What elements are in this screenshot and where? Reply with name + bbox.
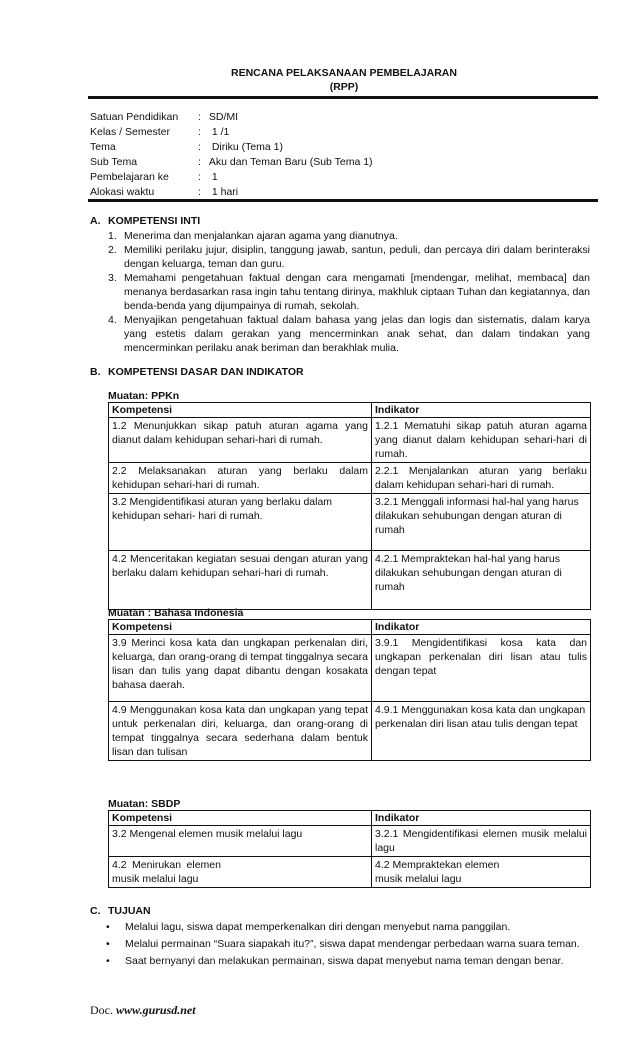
header-indikator: Indikator — [372, 403, 591, 418]
meta-value: 1 /1 — [211, 126, 230, 138]
table-row — [109, 494, 591, 551]
meta-label: Pembelajaran ke — [90, 171, 169, 183]
indikator-cell: 1.2.1 Mematuhi sikap patuh aturan agama yang dianut dalam kehidupan sehari-hari di rumah. — [372, 418, 591, 463]
kompetensi-cell: 2.2 Melaksanakan aturan yang berlaku dalam kehidupan sehari-hari di rumah. — [109, 463, 372, 494]
item-text: Memahami pengetahuan faktual dengan cara mengamati [mendengar, melihat, membaca] dan menanya berdasarkan rasa ingin tahu tentang dirinya, makhluk ciptaan Tuhan dan kegiatannya, dan benda-benda yang dijumpainya di rumah, sekolah. — [124, 272, 590, 312]
header-kompetensi: Kompetensi — [109, 811, 372, 826]
kompetensi-cell: 4.2 Menceritakan kegiatan sesuai dengan aturan yang berlaku dalam kehidupan sehari-hari di rumah. — [109, 551, 372, 610]
indikator-cell: 4.2 Mempraktekan elemen musik melalui lagu — [372, 857, 591, 888]
meta-value: Diriku (Tema 1) — [211, 141, 284, 153]
item-number: 3. — [108, 272, 117, 284]
table-row — [109, 463, 591, 494]
list-item — [104, 954, 590, 968]
table-row — [109, 826, 591, 857]
document-title — [90, 66, 598, 94]
meta-row-satuan: Satuan Pendidikan : SD/MI — [90, 111, 239, 123]
footer-prefix: Doc. — [90, 1003, 113, 1017]
top-rule — [88, 96, 598, 99]
bullet-icon: • — [106, 921, 110, 933]
list-item — [108, 243, 590, 271]
kompetensi-cell: 4.9 Menggunakan kosa kata dan ungkapan yang tepat untuk perkenalan diri, keluarga, dan orang-orang di tempat tinggalnya secara sederhana dalam bentuk lisan dan tulisan — [109, 702, 372, 761]
table-row — [109, 635, 591, 702]
bullet-icon: • — [106, 955, 110, 967]
list-item — [108, 313, 590, 355]
header-indikator: Indikator — [372, 620, 591, 635]
item-text: Melalui lagu, siswa dapat memperkenalkan diri dengan menyebut nama panggilan. — [125, 921, 511, 933]
meta-row-kelas: Kelas / Semester : 1 /1 — [90, 126, 230, 138]
section-title: KOMPETENSI DASAR DAN INDIKATOR — [108, 366, 304, 378]
footer-site: www.gurusd.net — [116, 1003, 196, 1017]
footer-doc — [90, 1003, 196, 1017]
table-row — [109, 418, 591, 463]
section-c-heading — [90, 904, 151, 918]
meta-value: Aku dan Teman Baru (Sub Tema 1) — [208, 156, 373, 168]
meta-label: Alokasi waktu — [90, 186, 155, 198]
meta-label: Sub Tema — [90, 156, 138, 168]
meta-row-pembelajaran: Pembelajaran ke : 1 — [90, 171, 218, 183]
ppkn-table — [108, 402, 591, 610]
section-b-heading — [90, 365, 304, 379]
meta-value: 1 — [211, 171, 218, 183]
title-line-2: (RPP) — [329, 81, 359, 93]
list-item — [104, 920, 590, 934]
meta-row-alokasi: Alokasi waktu : 1 hari — [90, 186, 239, 198]
indikator-cell: 4.2.1 Mempraktekan hal-hal yang harus dilakukan sehubungan dengan aturan di rumah — [372, 551, 591, 610]
indikator-cell: 3.2.1 Mengidentifikasi elemen musik melalui lagu — [372, 826, 591, 857]
item-number: 4. — [108, 314, 117, 326]
meta-label: Tema — [90, 141, 116, 153]
meta-label: Kelas / Semester — [90, 126, 170, 138]
bahasa-indonesia-table — [108, 619, 591, 761]
header-kompetensi: Kompetensi — [109, 620, 372, 635]
sbdp-table — [108, 810, 591, 888]
section-letter: C. — [90, 905, 101, 917]
kompetensi-inti-list — [108, 229, 590, 355]
table-header-row — [109, 620, 591, 635]
meta-row-tema: Tema : Diriku (Tema 1) — [90, 141, 284, 153]
header-kompetensi: Kompetensi — [109, 403, 372, 418]
table-row — [109, 551, 591, 610]
meta-value: 1 hari — [211, 186, 239, 198]
muatan-sbdp-title: Muatan: SBDP — [108, 798, 181, 810]
list-item — [108, 271, 590, 313]
list-item — [104, 937, 590, 951]
table-row — [109, 702, 591, 761]
section-a-heading — [90, 214, 200, 228]
indikator-cell: 4.9.1 Menggunakan kosa kata dan ungkapan perkenalan diri lisan atau tulis dengan tepat — [372, 702, 591, 761]
meta-row-subtema: Sub Tema : Aku dan Teman Baru (Sub Tema 1) — [90, 156, 373, 168]
item-text: Memiliki perilaku jujur, disiplin, tanggung jawab, santun, peduli, dan percaya diri dalam berinteraksi dengan keluarga, teman dan guru. — [124, 244, 590, 270]
indikator-cell: 3.2.1 Menggali informasi hal-hal yang harus dilakukan sehubungan dengan aturan di rumah — [372, 494, 591, 551]
kompetensi-cell: 3.2 Mengenal elemen musik melalui lagu — [109, 826, 372, 857]
list-item — [108, 229, 590, 243]
table-header-row — [109, 403, 591, 418]
muatan-ppkn-title: Muatan: PPKn — [108, 390, 180, 402]
kompetensi-cell: 4.2 Menirukan elemen musik melalui lagu — [109, 857, 372, 888]
item-text: Melalui permainan “Suara siapakah itu?”, siswa dapat mendengar perbedaan warna suara teman. — [125, 938, 580, 950]
bullet-icon: • — [106, 938, 110, 950]
item-text: Saat bernyanyi dan melakukan permainan, siswa dapat menyebut nama teman dengan benar. — [125, 955, 564, 967]
item-text: Menyajikan pengetahuan faktual dalam bahasa yang jelas dan logis dan sistematis, dalam karya yang estetis dalam gerakan yang mencerminkan anak sehat, dan dalam tindakan yang mencerminkan perilaku anak beriman dan berakhlak mulia. — [124, 314, 590, 354]
muatan-bindo-title: Muatan : Bahasa Indonesia — [108, 607, 244, 619]
kompetensi-cell: 3.9 Merinci kosa kata dan ungkapan perkenalan diri, keluarga, dan orang-orang di tempat tinggalnya secara lisan dan tulis yang dapat dibantu dengan kosakata bahasa daerah. — [109, 635, 372, 702]
indikator-cell: 2.2.1 Menjalankan aturan yang berlaku dalam kehidupan sehari-hari di rumah. — [372, 463, 591, 494]
indikator-cell: 3.9.1 Mengidentifikasi kosa kata dan ungkapan perkenalan diri lisan atau tulis dengan tepat — [372, 635, 591, 702]
table-row — [109, 857, 591, 888]
identity-block — [90, 110, 373, 200]
tujuan-list — [104, 920, 590, 968]
header-indikator: Indikator — [372, 811, 591, 826]
bottom-rule — [88, 199, 598, 202]
item-text: Menerima dan menjalankan ajaran agama yang dianutnya. — [124, 230, 398, 242]
section-letter: B. — [90, 366, 101, 378]
title-line-1: RENCANA PELAKSANAAN PEMBELAJARAN — [231, 67, 457, 79]
section-title: TUJUAN — [108, 905, 151, 917]
item-number: 2. — [108, 244, 117, 256]
meta-value: SD/MI — [208, 111, 239, 123]
section-title: KOMPETENSI INTI — [108, 215, 201, 227]
item-number: 1. — [108, 230, 117, 242]
meta-label: Satuan Pendidikan — [90, 111, 179, 123]
section-letter: A. — [90, 215, 101, 227]
table-header-row — [109, 811, 591, 826]
kompetensi-cell: 1.2 Menunjukkan sikap patuh aturan agama yang dianut dalam kehidupan sehari-hari di rumah. — [109, 418, 372, 463]
kompetensi-cell: 3.2 Mengidentifikasi aturan yang berlaku dalam kehidupan sehari- hari di rumah. — [109, 494, 372, 551]
